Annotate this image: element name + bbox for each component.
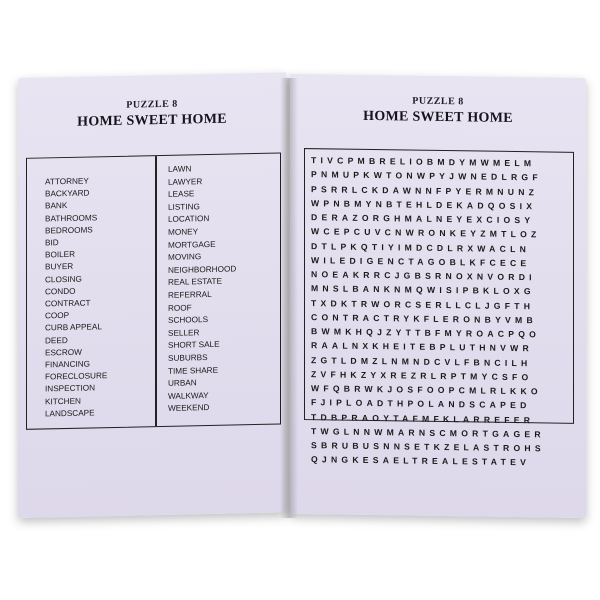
word-item: KITCHEN xyxy=(45,396,81,407)
word-item: BACKYARD xyxy=(45,188,90,199)
word-item: FINANCING xyxy=(45,359,91,370)
grid-row: DTLPKQTIYIMDCDLRXWACLN xyxy=(311,240,531,254)
word-item: WEEKEND xyxy=(168,403,210,414)
right-page xyxy=(290,74,586,518)
word-item: LISTING xyxy=(168,201,200,212)
grid-row: WFQBRWKJOSFOOPCMLRLKKO xyxy=(311,383,542,397)
word-item: SCHOOLS xyxy=(168,315,209,325)
word-item: CONTRACT xyxy=(45,298,91,309)
word-item: INSPECTION xyxy=(45,383,96,394)
grid-row: ZVFHKZYXREZRLRPTMYCSFO xyxy=(311,368,533,383)
grid-row: CONTRACTRYKFLERONBYVMB xyxy=(311,311,537,326)
left-page xyxy=(18,72,286,518)
word-item: URBAN xyxy=(168,378,197,388)
book-gutter xyxy=(280,78,298,518)
word-item: CLOSING xyxy=(45,274,82,285)
grid-row: SBRUBUSNNSETKZELASTROHS xyxy=(311,440,545,454)
word-item: MONEY xyxy=(168,227,199,237)
grid-row: TDBPRAOYTAFMFKLARREFER xyxy=(311,411,535,425)
word-item: LAWN xyxy=(168,164,192,174)
puzzle-number: PUZZLE 8 xyxy=(412,95,464,108)
grid-row: PNMUPKWTONWPYJWNEDLRGF xyxy=(311,169,542,183)
grid-row: RAALNXKHEITEBPLUTHNVWR xyxy=(311,340,533,354)
grid-row: MNSLBANKNMQWISIPBKLOXG xyxy=(311,283,535,297)
word-item: MOVING xyxy=(168,252,202,263)
puzzle-title: HOME SWEET HOME xyxy=(77,111,227,130)
word-list-column-1 xyxy=(45,175,107,420)
grid-row: WILEDIGENCTAGOBLKFCECE xyxy=(311,254,531,268)
word-item: ATTORNEY xyxy=(45,176,89,187)
word-item: BID xyxy=(45,238,59,248)
word-item: COOP xyxy=(45,311,70,321)
word-item: LEASE xyxy=(168,189,195,200)
word-item: BEDROOMS xyxy=(45,225,93,236)
grid-row: DERAZORGHMALNEYEXCIOSY xyxy=(311,212,535,226)
word-item: LANDSCAPE xyxy=(45,408,95,419)
word-item: CURB APPEAL xyxy=(45,322,102,333)
grid-row: TIVCPMBRELIOBMDYMWMELM xyxy=(311,155,536,169)
puzzle-title: HOME SWEET HOME xyxy=(363,108,513,126)
word-list-column-2 xyxy=(168,162,236,415)
word-item: NEIGHBORHOOD xyxy=(168,264,237,275)
letter-grid xyxy=(304,148,574,468)
open-book xyxy=(18,78,588,518)
grid-row: TXDKTRWORCSERLLCLJGFTH xyxy=(311,297,535,311)
word-item: BATHROOMS xyxy=(45,212,98,224)
grid-row: WPNBMYNBTEHLDEKADQOSIX xyxy=(311,197,537,212)
word-item: WALKWAY xyxy=(168,390,209,401)
grid-row: NOEAKRRCJGBSRNOXNVORDI xyxy=(311,269,536,283)
word-item: BUYER xyxy=(45,262,74,272)
grid-row: WCEPCUVCNWRONKEYZMTLOZ xyxy=(311,226,541,240)
grid-row: PSRRLCKDAWNNFPYERMNUNZ xyxy=(311,183,539,197)
grid-row: BWMKHQJZYTTBFMYROACPQO xyxy=(311,326,541,340)
word-item: SELLER xyxy=(168,327,200,338)
word-item: SHORT SALE xyxy=(168,340,220,351)
word-item: REAL ESTATE xyxy=(168,277,222,288)
word-item: TIME SHARE xyxy=(168,365,219,376)
grid-row: FJIPLOADTHPOLANDSCAPED xyxy=(311,397,531,411)
word-item: REFERRAL xyxy=(168,289,212,300)
word-item: BOILER xyxy=(45,250,76,260)
word-list-divider xyxy=(155,156,157,426)
letter-grid-rows xyxy=(311,153,569,470)
word-item: ESCROW xyxy=(45,347,82,358)
grid-row: TWGLNNWMARNSCMORTGAGER xyxy=(311,425,545,440)
grid-row: QJNGKESAELTREALESTATEV xyxy=(311,454,531,468)
word-item: DEED xyxy=(45,335,68,346)
word-item: LAWYER xyxy=(168,176,203,187)
word-item: CONDO xyxy=(45,286,76,297)
word-item: BANK xyxy=(45,201,68,211)
grid-row: ZGTLDMZLNMNDCVLFBNCILH xyxy=(311,354,532,368)
puzzle-number: PUZZLE 8 xyxy=(126,98,178,111)
word-item: ROOF xyxy=(168,302,192,313)
word-item: FORECLOSURE xyxy=(45,371,108,382)
word-item: MORTGAGE xyxy=(168,239,216,250)
word-item: SUBURBS xyxy=(168,352,208,363)
word-list-box xyxy=(26,152,281,429)
word-item: LOCATION xyxy=(168,214,210,225)
